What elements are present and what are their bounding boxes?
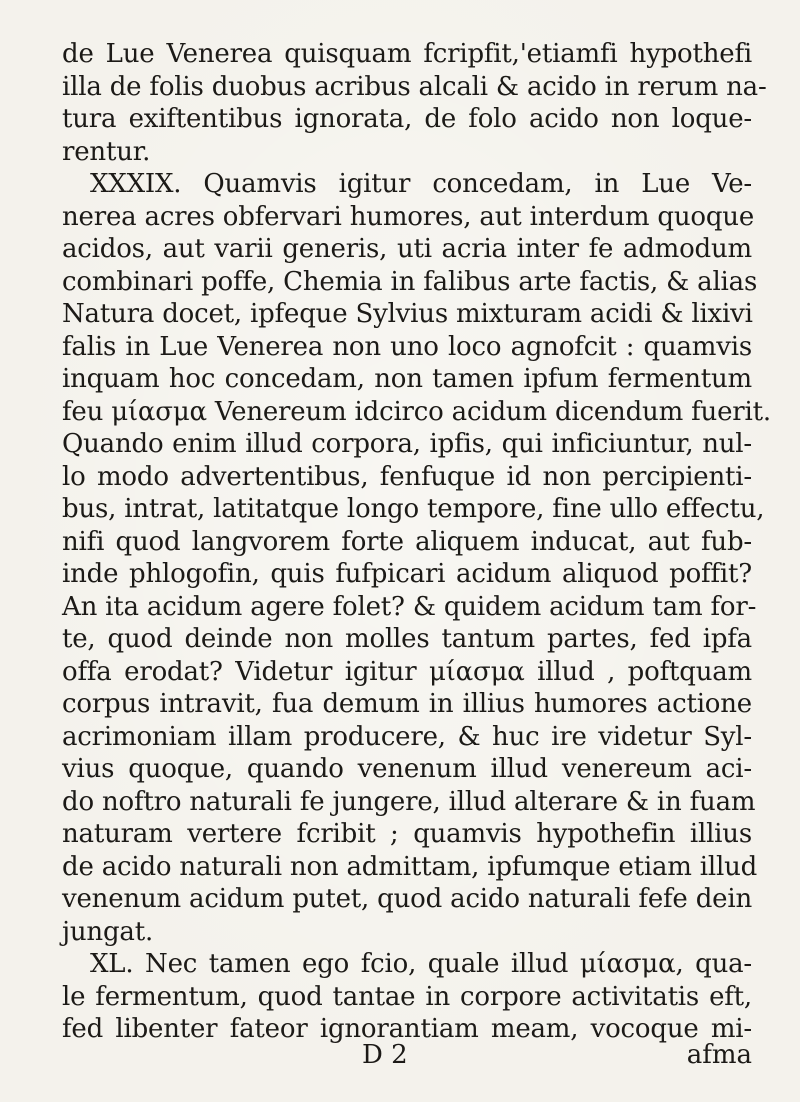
text-line: do noftro naturali fe jungere, illud alterare & in fuam: [62, 786, 756, 817]
text-line: jungat.: [62, 916, 154, 947]
text-line: le fermentum, quod tantae in corpore activitatis eft,: [62, 981, 752, 1012]
text-line: venenum acidum putet, quod acido naturali fefe dein: [62, 884, 752, 914]
text-line: vius quoque, quando venenum illud venereum aci-: [62, 754, 752, 784]
text-line: inquam hoc concedam, non tamen ipfum fermentum: [62, 364, 752, 394]
text-line: de acido naturali non admittam, ipfumque etiam illud: [62, 851, 758, 882]
text-line: naturam vertere fcribit ; quamvis hypothefin illius: [62, 819, 752, 849]
text-line: bus, intrat, latitatque longo tempore, fine ullo effectu,: [62, 494, 765, 524]
text-line: inde phlogofin, quis fufpicari acidum aliquod poffit?: [62, 559, 752, 589]
text-line: nifi quod langvorem forte aliquem inducat, aut fub-: [62, 526, 752, 557]
text-line: te, quod deinde non molles tantum partes, fed ipfa: [62, 624, 752, 654]
text-line: feu μίασμα Venereum idcirco acidum dicendum fuerit.: [62, 396, 771, 427]
text-line: illa de folis duobus acribus alcali & acido in rerum na-: [62, 71, 767, 102]
text-line: Quando enim illud corpora, ipfis, qui inficiuntur, nul-: [62, 429, 752, 459]
page-footer: [62, 1039, 752, 1071]
text-line: An ita acidum agere folet? & quidem acidum tam for-: [62, 591, 757, 622]
text-line: acidos, aut varii generis, uti acria inter fe admodum: [62, 234, 752, 264]
catchword: afma: [686, 1040, 752, 1070]
signature-mark: D 2: [362, 1040, 408, 1070]
text-line: acrimoniam illam producere, & huc ire videtur Syl-: [62, 721, 752, 752]
text-line: falis in Lue Venerea non uno loco agnofcit : quamvis: [62, 331, 752, 362]
paragraph-xxxix-start: XXXIX. Quamvis igitur concedam, in Lue Ve-: [90, 169, 752, 199]
text-line: corpus intravit, fua demum in illius humores actione: [62, 689, 752, 719]
text-line: combinari poffe, Chemia in falibus arte factis, & alias: [62, 266, 758, 297]
text-line: tura exiftentibus ignorata, de folo acido non loque-: [62, 104, 752, 134]
text-line: fed libenter fateor ignorantiam meam, vocoque mi-: [62, 1014, 752, 1044]
text-line: rentur.: [62, 136, 151, 167]
text-line: nerea acres obfervari humores, aut interdum quoque: [62, 201, 755, 232]
text-line: offa erodat? Videtur igitur μίασμα illud , poftquam: [62, 656, 752, 687]
body-text: [62, 38, 771, 1046]
text-line: Natura docet, ipfeque Sylvius mixturam acidi & lixivi: [62, 299, 753, 329]
text-line: de Lue Venerea quisquam fcripfit,'etiamfi hypothefi: [62, 39, 752, 69]
text-line: lo modo advertentibus, fenfuque id non percipienti-: [62, 461, 752, 492]
paragraph-xl-start: XL. Nec tamen ego fcio, quale illud μίασμα, qua-: [90, 949, 752, 979]
